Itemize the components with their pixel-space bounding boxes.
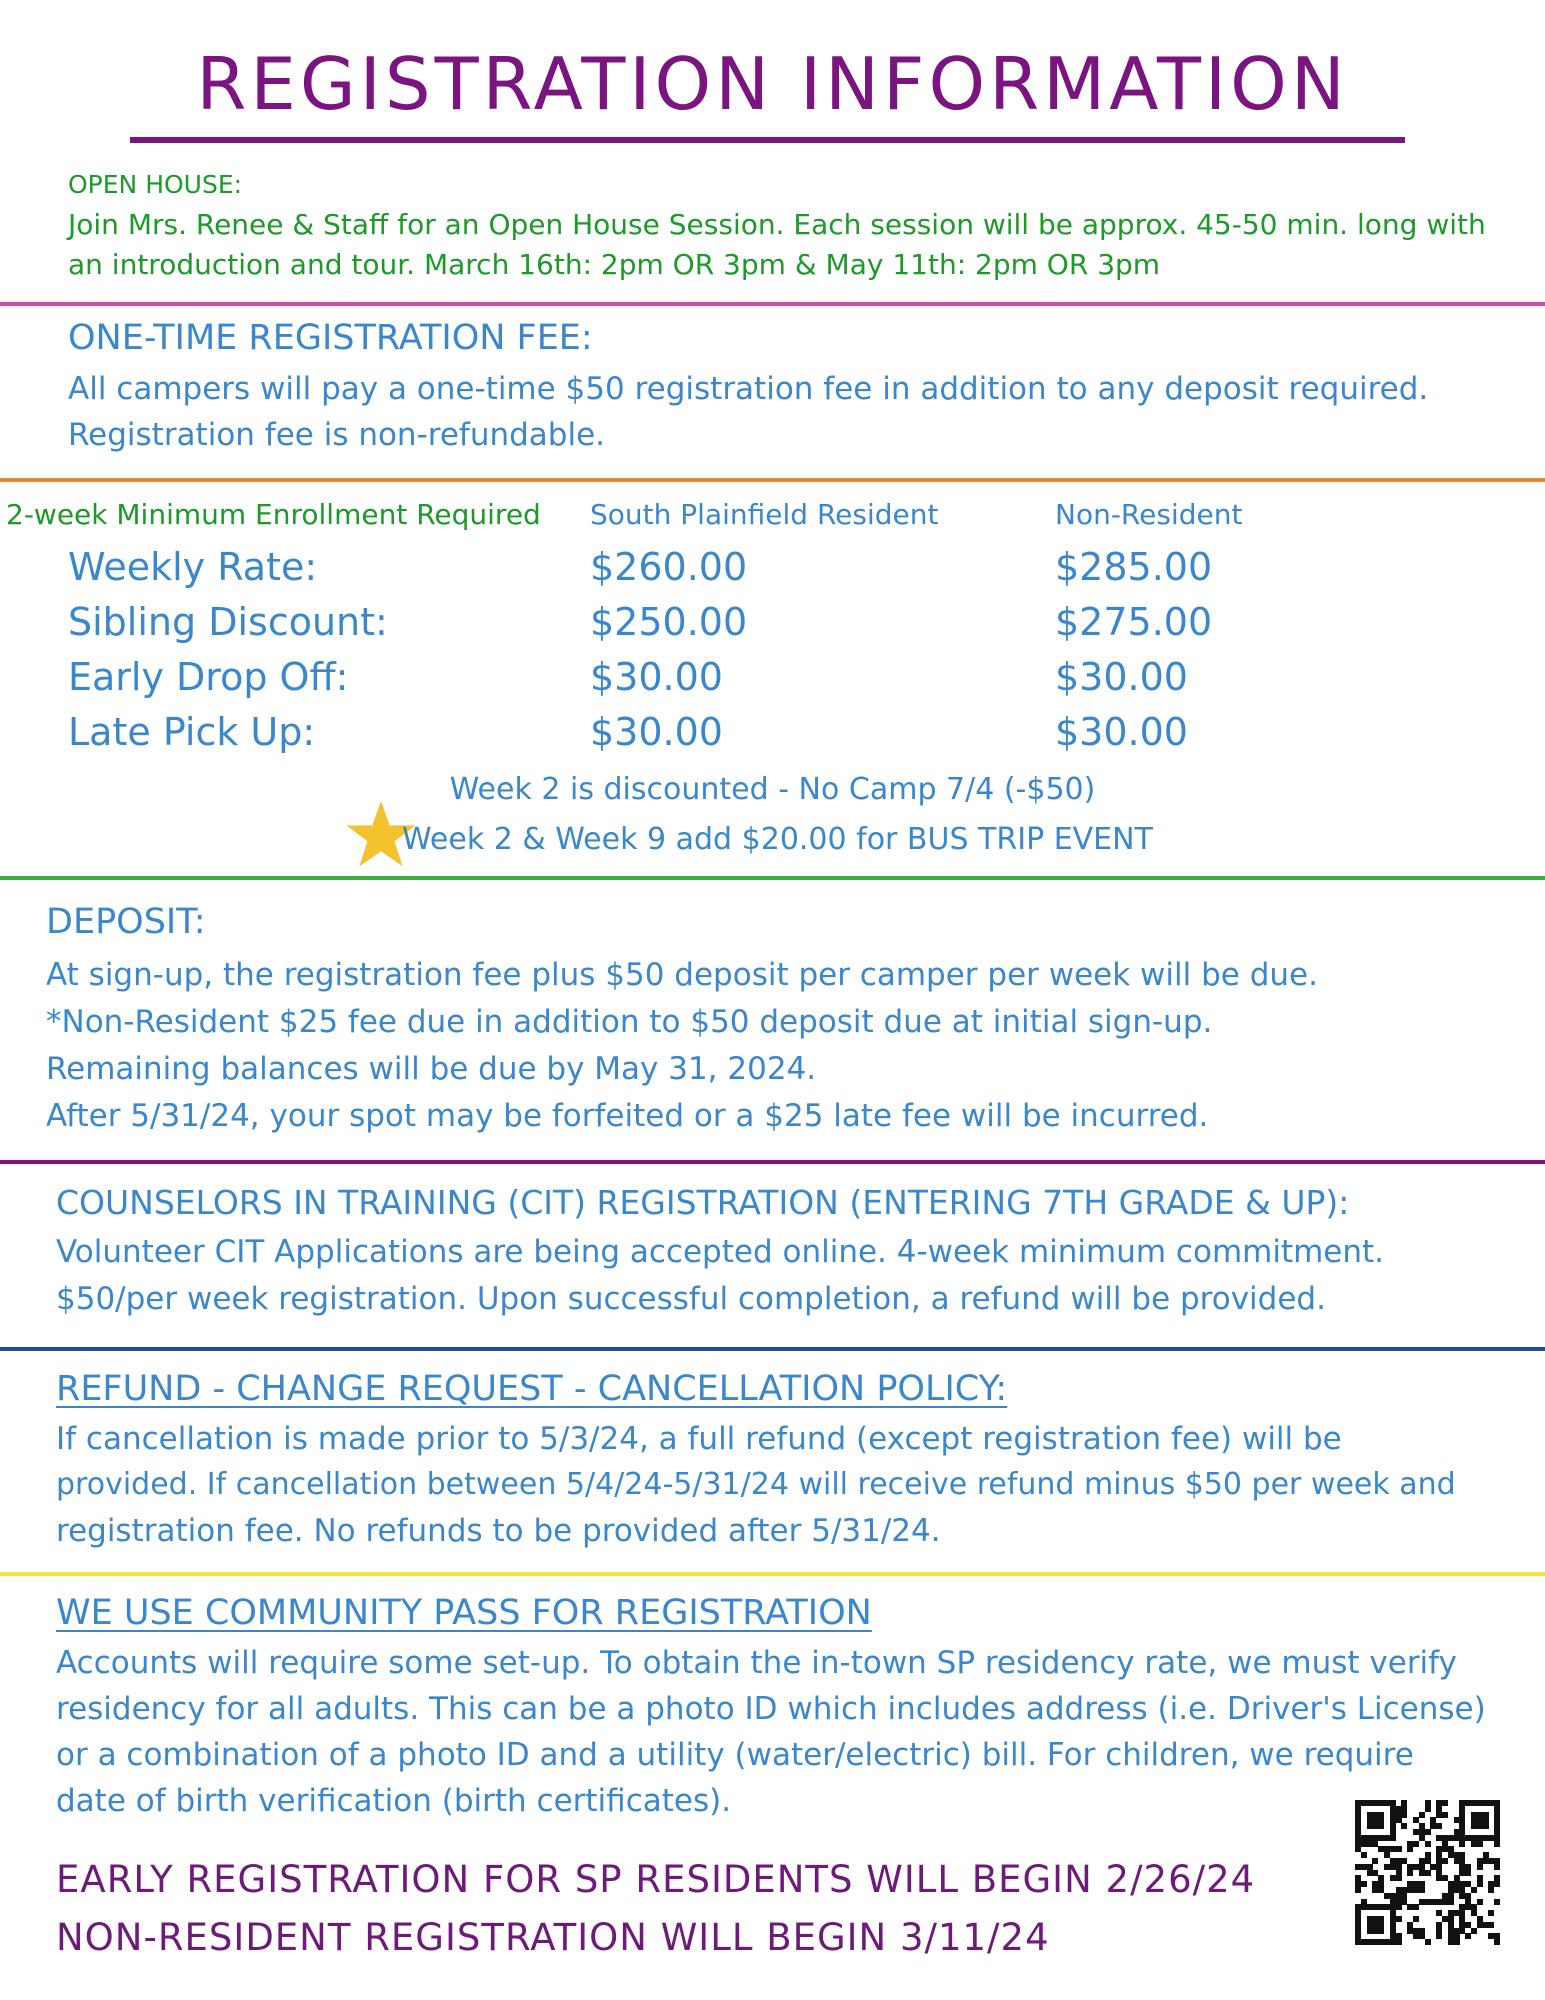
- week2-discount-note: Week 2 is discounted - No Camp 7/4 (-$50): [449, 772, 1096, 807]
- qr-module: [1390, 1835, 1396, 1841]
- rate-nonresident-late-pick-up: $30.00: [1055, 710, 1188, 754]
- deposit-line-4: After 5/31/24, your spot may be forfeited or a $25 late fee will be incurred.: [46, 1098, 1209, 1134]
- divider-navy: [0, 1347, 1545, 1351]
- qr-module: [1413, 1916, 1419, 1922]
- open-house-body: Join Mrs. Renee & Staff for an Open House Session. Each session will be approx. 45-50 min. long with an introduction and tour. March 16th: 2pm OR 3pm & May 11th: 2pm OR 3pm: [68, 208, 1486, 281]
- nonresident-registration-note: NON-RESIDENT REGISTRATION WILL BEGIN 3/11/24: [56, 1916, 1050, 1959]
- community-pass-line-1: Accounts will require some set-up. To obtain the in-town SP residency rate, we must verify: [56, 1645, 1457, 1681]
- divider-purple: [0, 1160, 1545, 1164]
- col-header-nonresident: Non-Resident: [1055, 498, 1243, 531]
- qr-code-icon[interactable]: [1355, 1800, 1500, 1945]
- rate-resident-early-drop-off: $30.00: [590, 655, 723, 699]
- community-pass-heading: WE USE COMMUNITY PASS FOR REGISTRATION: [56, 1593, 872, 1633]
- qr-module: [1477, 1881, 1483, 1887]
- rate-label-weekly: Weekly Rate:: [68, 545, 318, 589]
- qr-module: [1488, 1910, 1494, 1916]
- page-title: REGISTRATION INFORMATION: [196, 42, 1349, 126]
- rate-resident-sibling: $250.00: [590, 600, 748, 644]
- qr-module: [1488, 1922, 1494, 1928]
- open-house-heading: OPEN HOUSE:: [68, 170, 243, 199]
- community-pass-line-2: residency for all adults. This can be a photo ID which includes address (i.e. Driver's License): [56, 1691, 1486, 1727]
- cit-line-2: $50/per week registration. Upon successful completion, a refund will be provided.: [56, 1281, 1326, 1317]
- deposit-heading: DEPOSIT:: [46, 902, 206, 942]
- qr-module: [1494, 1841, 1500, 1847]
- qr-module: [1396, 1916, 1402, 1922]
- bus-trip-note: Week 2 & Week 9 add $20.00 for BUS TRIP EVENT: [402, 822, 1153, 857]
- qr-module: [1419, 1887, 1425, 1893]
- qr-module: [1396, 1875, 1402, 1881]
- rate-nonresident-weekly: $285.00: [1055, 545, 1213, 589]
- qr-module: [1442, 1812, 1448, 1818]
- qr-module: [1396, 1846, 1402, 1852]
- divider-green: [0, 876, 1545, 880]
- rate-label-late-pick-up: Late Pick Up:: [68, 710, 316, 754]
- qr-module: [1488, 1887, 1494, 1893]
- qr-module: [1471, 1928, 1477, 1934]
- title-underline: [130, 137, 1405, 143]
- qr-module: [1419, 1812, 1425, 1818]
- qr-module: [1471, 1887, 1477, 1893]
- qr-module: [1413, 1841, 1419, 1847]
- qr-module: [1477, 1899, 1483, 1905]
- rate-resident-weekly: $260.00: [590, 545, 748, 589]
- qr-module: [1494, 1899, 1500, 1905]
- qr-module: [1401, 1823, 1407, 1829]
- qr-module: [1355, 1887, 1361, 1893]
- qr-module: [1378, 1823, 1384, 1829]
- col-header-resident: South Plainfield Resident: [590, 498, 939, 531]
- qr-module: [1448, 1899, 1454, 1905]
- qr-module: [1425, 1841, 1431, 1847]
- qr-module: [1361, 1881, 1367, 1887]
- qr-module: [1459, 1841, 1465, 1847]
- registration-fee-line-2: Registration fee is non-refundable.: [68, 417, 606, 453]
- qr-module: [1436, 1823, 1442, 1829]
- refund-heading: REFUND - CHANGE REQUEST - CANCELLATION POLICY:: [56, 1369, 1008, 1409]
- qr-module: [1483, 1823, 1489, 1829]
- qr-module: [1494, 1939, 1500, 1945]
- qr-module: [1396, 1904, 1402, 1910]
- qr-module: [1425, 1829, 1431, 1835]
- registration-fee-heading: ONE-TIME REGISTRATION FEE:: [68, 318, 593, 358]
- qr-module: [1477, 1841, 1483, 1847]
- qr-module: [1442, 1858, 1448, 1864]
- community-pass-line-3: or a combination of a photo ID and a utility (water/electric) bill. For children, we require: [56, 1737, 1414, 1773]
- cit-line-1: Volunteer CIT Applications are being accepted online. 4-week minimum commitment.: [56, 1234, 1385, 1270]
- qr-module: [1407, 1846, 1413, 1852]
- cit-heading: COUNSELORS IN TRAINING (CIT) REGISTRATION (ENTERING 7TH GRADE & UP):: [56, 1183, 1350, 1222]
- qr-module: [1425, 1870, 1431, 1876]
- qr-module: [1401, 1812, 1407, 1818]
- qr-module: [1465, 1933, 1471, 1939]
- qr-module: [1372, 1858, 1378, 1864]
- rate-resident-late-pick-up: $30.00: [590, 710, 723, 754]
- community-pass-line-4: date of birth verification (birth certificates).: [56, 1783, 732, 1819]
- qr-module: [1454, 1939, 1460, 1945]
- deposit-line-1: At sign-up, the registration fee plus $50 deposit per camper per week will be due.: [46, 957, 1318, 993]
- qr-module: [1378, 1928, 1384, 1934]
- qr-module: [1465, 1870, 1471, 1876]
- qr-module: [1494, 1881, 1500, 1887]
- qr-module: [1425, 1806, 1431, 1812]
- qr-module: [1413, 1904, 1419, 1910]
- divider-orange: [0, 478, 1545, 482]
- deposit-line-3: Remaining balances will be due by May 31, 2024.: [46, 1051, 817, 1087]
- qr-module: [1396, 1939, 1402, 1945]
- qr-module: [1425, 1939, 1431, 1945]
- qr-module: [1477, 1864, 1483, 1870]
- divider-pink: [0, 302, 1545, 306]
- rate-label-sibling: Sibling Discount:: [68, 600, 388, 644]
- rate-label-early-drop-off: Early Drop Off:: [68, 655, 349, 699]
- refund-line-1: If cancellation is made prior to 5/3/24, a full refund (except registration fee) will be: [56, 1421, 1342, 1457]
- qr-module: [1436, 1933, 1442, 1939]
- divider-yellow: [0, 1572, 1545, 1576]
- early-registration-note: EARLY REGISTRATION FOR SP RESIDENTS WILL BEGIN 2/26/24: [56, 1858, 1256, 1901]
- minimum-enrollment-note: 2-week Minimum Enrollment Required: [6, 498, 541, 531]
- deposit-line-2: *Non-Resident $25 fee due in addition to $50 deposit due at initial sign-up.: [46, 1004, 1213, 1040]
- rate-nonresident-early-drop-off: $30.00: [1055, 655, 1188, 699]
- registration-fee-line-1: All campers will pay a one-time $50 registration fee in addition to any deposit required.: [68, 371, 1429, 407]
- refund-line-2: provided. If cancellation between 5/4/24-5/31/24 will receive refund minus $50 per week and: [56, 1467, 1456, 1502]
- qr-module: [1407, 1870, 1413, 1876]
- qr-module: [1442, 1800, 1448, 1806]
- qr-module: [1494, 1864, 1500, 1870]
- refund-line-3: registration fee. No refunds to be provided after 5/31/24.: [56, 1513, 941, 1549]
- qr-module: [1361, 1852, 1367, 1858]
- rate-nonresident-sibling: $275.00: [1055, 600, 1213, 644]
